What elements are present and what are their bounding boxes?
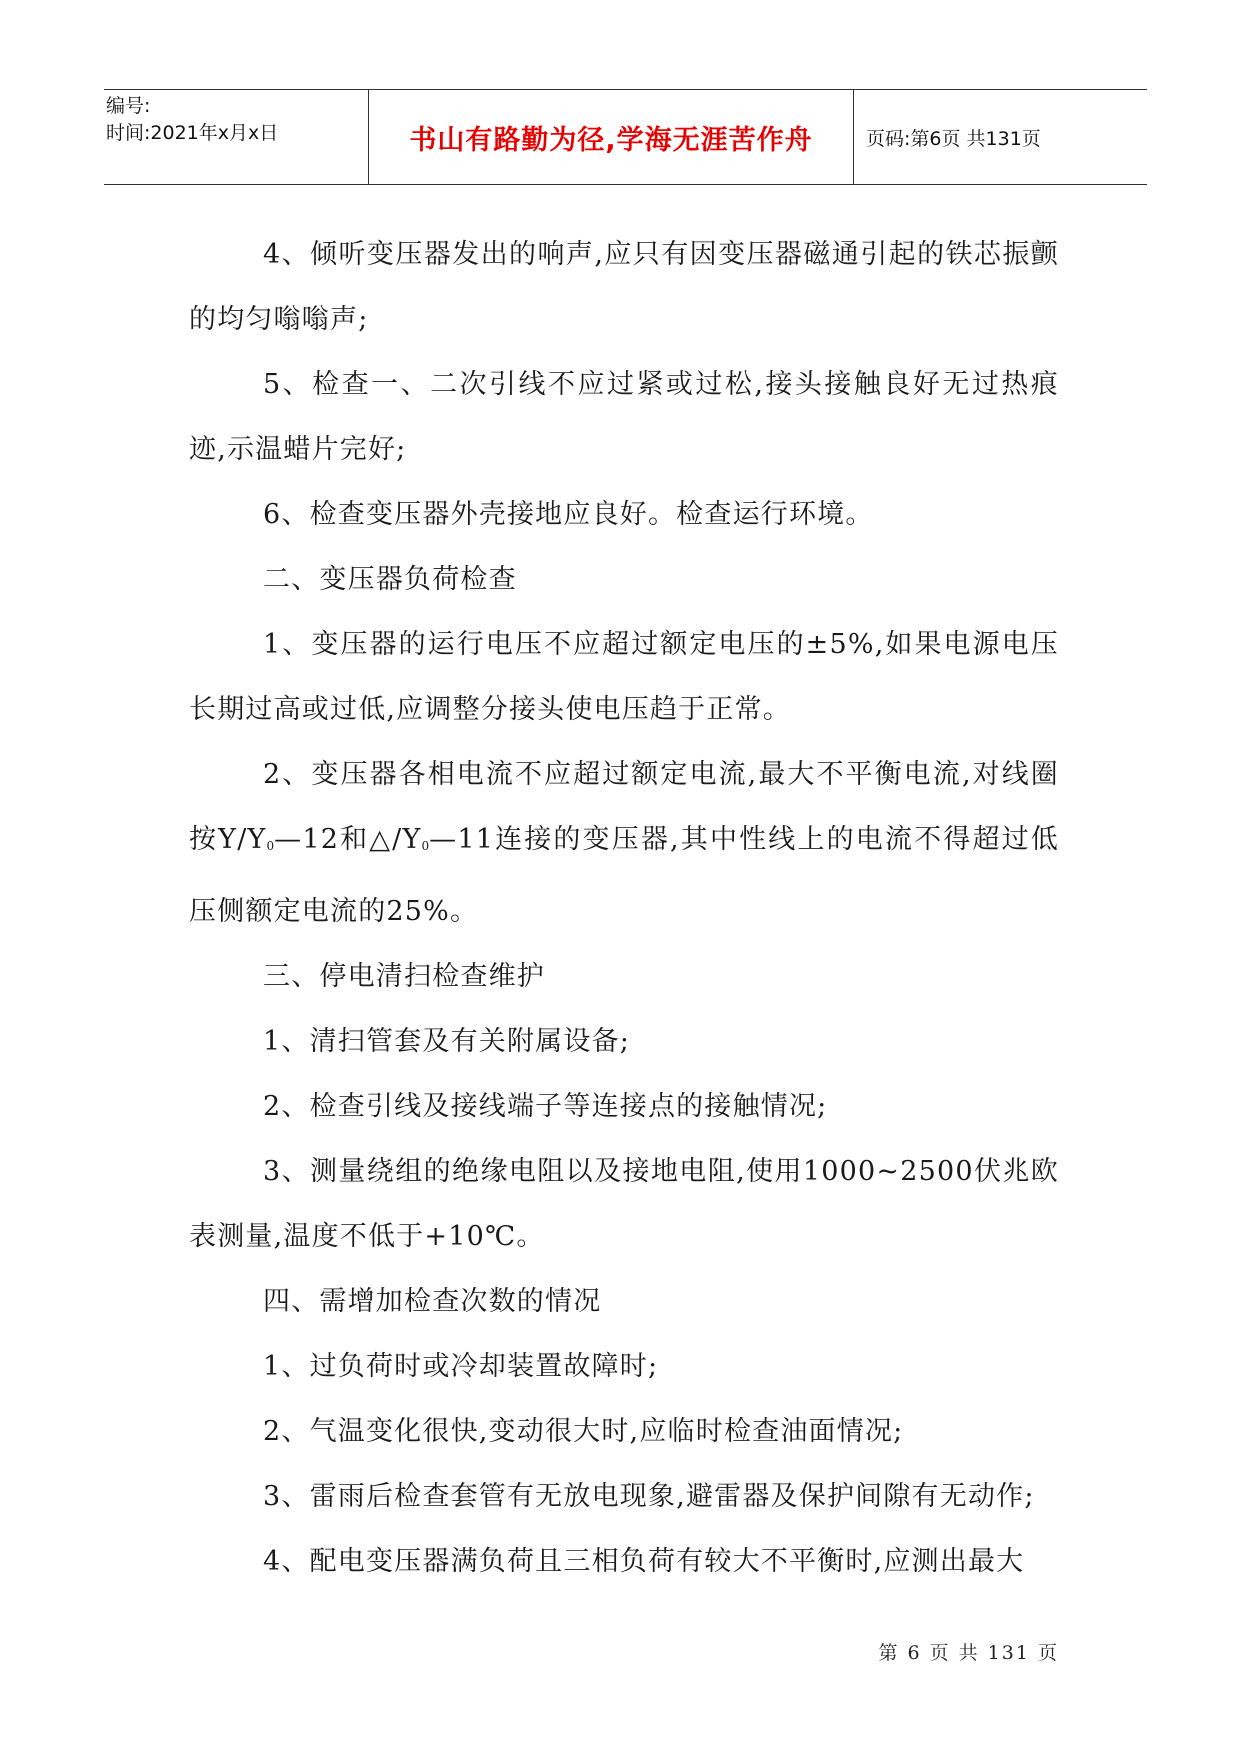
paragraph: 4、配电变压器满负荷且三相负荷有较大不平衡时,应测出最大 bbox=[263, 1546, 1025, 1577]
document-time-label: 时间:2021年x月x日 bbox=[106, 122, 279, 144]
paragraph: 1、过负荷时或冷却装置故障时; bbox=[263, 1351, 659, 1382]
paragraph-text: 2、变压器各相电流不应超过额定电流,最大不平衡电流,对线圈按Y/Y bbox=[189, 759, 1059, 855]
document-number-label: 编号: bbox=[106, 95, 151, 117]
document-header bbox=[104, 89, 1147, 185]
header-motto-cell bbox=[369, 90, 854, 184]
paragraph: 3、测量绕组的绝缘电阻以及接地电阻,使用1000~2500伏兆欧表测量,温度不低于+10℃。 bbox=[189, 1156, 1059, 1252]
paragraph-text: —11连接的变压器,其中性线上的电流不得超过低压侧额定电流的25%。 bbox=[189, 824, 1059, 927]
paragraph: 1、变压器的运行电压不应超过额定电压的±5%,如果电源电压长期过高或过低,应调整分接头使电压趋于正常。 bbox=[189, 629, 1059, 725]
paragraph-text: —12和△/Y bbox=[274, 824, 422, 855]
section-heading: 三、停电清扫检查维护 bbox=[263, 961, 545, 992]
header-page-label: 页码:第6页 共131页 bbox=[866, 128, 1041, 150]
section-heading: 四、需增加检查次数的情况 bbox=[263, 1286, 602, 1317]
paragraph: 2、检查引线及接线端子等连接点的接触情况; bbox=[263, 1091, 828, 1122]
subscript: 0 bbox=[266, 839, 275, 853]
section-heading: 二、变压器负荷检查 bbox=[263, 564, 517, 595]
subscript: 0 bbox=[421, 839, 430, 853]
motto-text: 书山有路勤为径,学海无涯苦作舟 bbox=[409, 125, 813, 156]
paragraph: 6、检查变压器外壳接地应良好。检查运行环境。 bbox=[263, 499, 874, 530]
paragraph: 3、雷雨后检查套管有无放电现象,避雷器及保护间隙有无动作; bbox=[263, 1481, 1035, 1512]
header-info-cell bbox=[104, 90, 369, 184]
document-body bbox=[189, 222, 1059, 1594]
paragraph: 5、检查一、二次引线不应过紧或过松,接头接触良好无过热痕迹,示温蜡片完好; bbox=[189, 369, 1059, 465]
paragraph: 4、倾听变压器发出的响声,应只有因变压器磁通引起的铁芯振颤的均匀嗡嗡声; bbox=[189, 239, 1059, 335]
page-footer: 第 6 页 共 131 页 bbox=[878, 1642, 1059, 1664]
paragraph bbox=[189, 742, 1059, 944]
paragraph: 2、气温变化很快,变动很大时,应临时检查油面情况; bbox=[263, 1416, 904, 1447]
paragraph: 1、清扫管套及有关附属设备; bbox=[263, 1026, 631, 1057]
header-page-cell bbox=[854, 90, 1147, 184]
